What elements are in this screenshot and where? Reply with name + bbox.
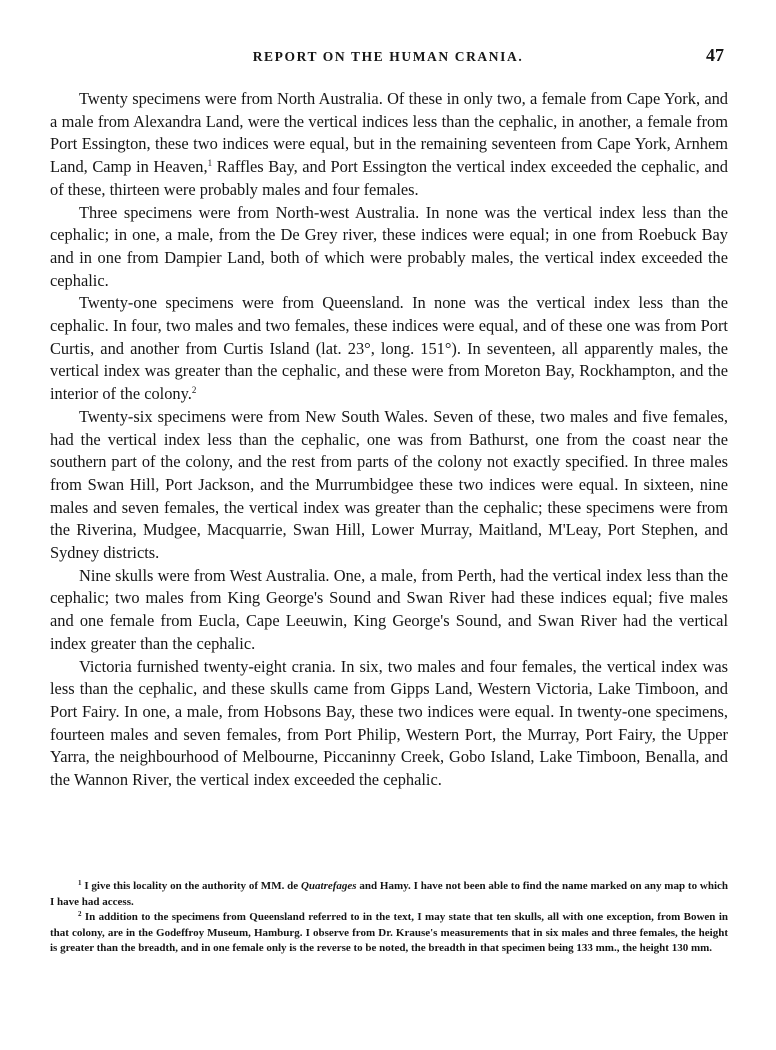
page-number: 47 bbox=[706, 45, 724, 65]
footnotes bbox=[50, 879, 728, 957]
paragraph-text: Twenty specimens were from North Australia. Of these in only two, a female from Cape York, and a male from Alexandra Land, were the vertical indices less than the cephalic, in another, a female from Port Essington, these two indices were equal, but in the remaining seventeen from Cape York, Arnhem Land, Camp in Heaven, bbox=[50, 89, 728, 177]
paragraph-new-south-wales: Twenty-six specimens were from New South Wales. Seven of these, two males and five females, had the vertical index less than the cephalic, one was from Bathurst, one from the coast near the southern part of the colony, and the rest from parts of the colony not exactly specified. In three males from Swan Hill, Port Jackson, and the Murrumbidgee these two indices were equal. In sixteen, nine males and seven females, the vertical index was greater than the cephalic; these specimens were from the Riverina, Mudgee, Macquarrie, Swan Hill, Lower Murray, Maitland, M'Leay, Port Stephen, and Sydney districts. bbox=[50, 406, 728, 563]
page-header bbox=[48, 45, 728, 69]
footnote-italic: Quatrefages bbox=[300, 880, 357, 892]
footnote-2 bbox=[50, 910, 728, 957]
running-title: REPORT ON THE HUMAN CRANIA. bbox=[252, 49, 524, 64]
footnote-mark-1: 1 bbox=[78, 879, 82, 887]
body-text bbox=[50, 88, 728, 792]
footnote-1 bbox=[50, 879, 728, 910]
paragraph-north-west-australia: Three specimens were from North-west Australia. In none was the vertical index less than the cephalic; in one, a male, from the De Grey river, these indices were equal; in one from Roebuck Bay and in one from Dampier Land, both of which were probably males, the vertical index exceeded the cephalic. bbox=[50, 202, 728, 290]
footnote-ref-2: 2 bbox=[191, 385, 197, 396]
footnote-text: I give this locality on the authority of MM. de bbox=[81, 880, 301, 892]
paragraph-queensland bbox=[50, 292, 728, 406]
paragraph-text-continued: Raffles Bay, and Port Essington the vertical index exceeded the cephalic, and of these, thirteen were probably males and four females. bbox=[50, 157, 729, 199]
footnote-text: In addition to the specimens from Queensland referred to in the text, I may state that ten skulls, all with one exception, from Bowen in that colony, are in the Godeffroy Museum, Hamburg. I observe from Dr. Krause's measurements that in six males and three females, the height is greater than the breadth, and in one female only is the reverse to be noted, the breadth in that specimen being 133 mm., the height 130 mm. bbox=[50, 911, 728, 955]
footnote-mark-2: 2 bbox=[78, 910, 82, 919]
footnote-text-continued: and Hamy. I have not been able to find the name marked on any map to which I have had access. bbox=[50, 880, 728, 908]
paragraph-text: Twenty-one specimens were from Queensland. In none was the vertical index less than the cephalic. In four, two males and two females, these indices were equal, and of these one was from Port Curtis, and another from Curtis Island (lat. 23°, long. 151°). In seventeen, all apparently males, the vertical index was greater than the cephalic, and these were from Moreton Bay, Rockhampton, and the interior of the colony. bbox=[50, 293, 728, 404]
paragraph-victoria: Victoria furnished twenty-eight crania. In six, two males and four females, the vertical index was less than the cephalic, and these skulls came from Gipps Land, Western Victoria, Lake Timboon, and Port Fairy. In one, a male, from Hobsons Bay, these two indices were equal. In twenty-one specimens, fourteen males and seven females, from Port Philip, Western Port, the Murray, Port Fairy, the Upper Yarra, the neighbourhood of Melbourne, Piccaninny Creek, Gobo Island, Lake Timboon, Benalla, and the Wannon River, the vertical index exceeded the cephalic. bbox=[50, 656, 728, 790]
paragraph-north-australia bbox=[50, 88, 728, 202]
paragraph-west-australia: Nine skulls were from West Australia. One, a male, from Perth, had the vertical index less than the cephalic; two males from King George's Sound and Swan River had these indices equal; five males and one female from Eucla, Cape Leeuwin, King George's Sound, and Swan River had the vertical index greater than the cephalic. bbox=[50, 565, 728, 653]
footnote-ref-1: 1 bbox=[207, 158, 213, 169]
